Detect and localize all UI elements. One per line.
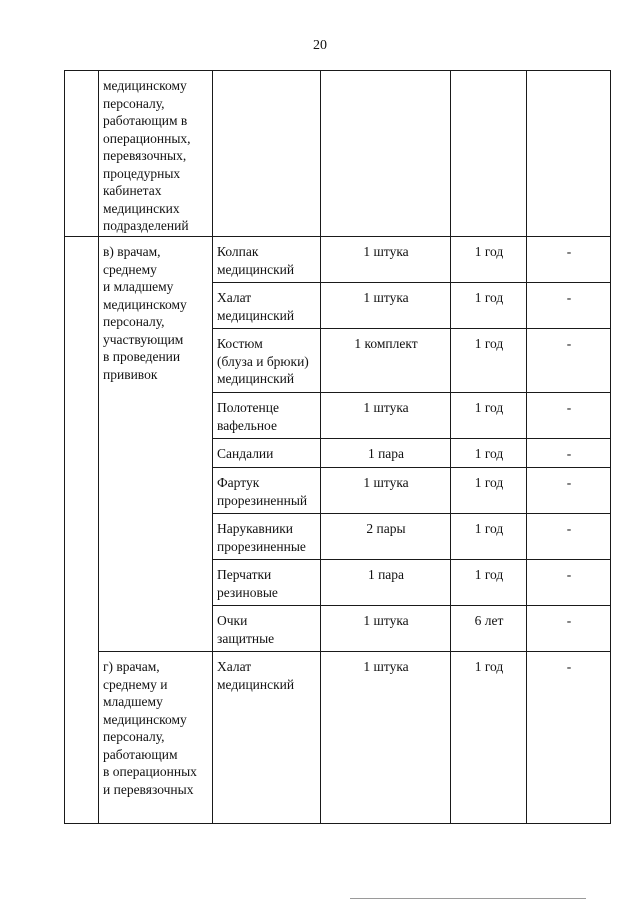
item-term: 1 год	[474, 336, 504, 351]
item-name: Полотенце вафельное	[217, 400, 279, 433]
note-cell	[527, 606, 611, 652]
item-name-cell	[213, 283, 321, 329]
table-row	[65, 652, 611, 824]
note-cell	[527, 393, 611, 439]
item-name-cell	[213, 329, 321, 393]
item-quantity: 1 пара	[367, 446, 405, 461]
table-row	[65, 237, 611, 283]
item-name: Костюм (блуза и брюки) медицинский	[217, 336, 309, 386]
note-cell	[527, 439, 611, 468]
term-cell	[451, 514, 527, 560]
quantity-cell	[321, 71, 451, 237]
note-cell	[527, 237, 611, 283]
item-note: -	[566, 400, 572, 415]
category-text: в) врачам, среднему и младшему медицинскому персоналу, участвующим в проведении прививок	[103, 244, 187, 382]
quantity-cell	[321, 283, 451, 329]
table-row	[65, 71, 611, 237]
item-term: 1 год	[474, 400, 504, 415]
item-term: 6 лет	[474, 613, 504, 628]
note-cell	[527, 560, 611, 606]
item-note: -	[566, 475, 572, 490]
item-name: Перчатки резиновые	[217, 567, 278, 600]
item-term: 1 год	[474, 567, 504, 582]
item-term: 1 год	[474, 446, 504, 461]
note-cell	[527, 652, 611, 824]
item-quantity: 1 комплект	[354, 336, 418, 351]
item-name: Халат медицинский	[217, 659, 295, 692]
item-note: -	[566, 567, 572, 582]
item-name-cell	[213, 237, 321, 283]
term-cell	[451, 329, 527, 393]
item-term: 1 год	[474, 290, 504, 305]
quantity-cell	[321, 393, 451, 439]
term-cell	[451, 606, 527, 652]
note-cell	[527, 71, 611, 237]
item-quantity: 1 штука	[363, 290, 409, 305]
term-cell	[451, 439, 527, 468]
item-name-cell	[213, 652, 321, 824]
category-cell	[99, 652, 213, 824]
term-cell	[451, 283, 527, 329]
note-cell	[527, 514, 611, 560]
item-note: -	[566, 521, 572, 536]
category-text: медицинскому персоналу, работающим в операционных, перевязочных, процедурных кабинетах медицинских подразделений	[103, 78, 191, 233]
term-cell	[451, 652, 527, 824]
item-quantity: 1 штука	[363, 244, 409, 259]
number-cell	[65, 71, 99, 237]
category-cell	[99, 237, 213, 652]
item-name-cell	[213, 71, 321, 237]
item-name: Очки защитные	[217, 613, 275, 646]
note-cell	[527, 283, 611, 329]
quantity-cell	[321, 329, 451, 393]
item-term: 1 год	[474, 475, 504, 490]
number-cell	[65, 237, 99, 824]
quantity-cell	[321, 439, 451, 468]
item-name: Сандалии	[217, 446, 274, 461]
term-cell	[451, 393, 527, 439]
page-number: 20	[313, 38, 327, 53]
quantity-cell	[321, 652, 451, 824]
term-cell	[451, 468, 527, 514]
quantity-cell	[321, 514, 451, 560]
item-quantity: 1 штука	[363, 613, 409, 628]
category-text: г) врачам, среднему и младшему медицинскому персоналу, работающим в операционных и перевязочных	[103, 659, 197, 797]
quantity-cell	[321, 560, 451, 606]
item-note: -	[566, 290, 572, 305]
item-term: 1 год	[474, 521, 504, 536]
item-name-cell	[213, 393, 321, 439]
quantity-cell	[321, 237, 451, 283]
item-name: Фартук прорезиненный	[217, 475, 308, 508]
category-cell	[99, 71, 213, 237]
item-note: -	[566, 244, 572, 259]
item-name: Колпак медицинский	[217, 244, 295, 277]
scan-edge-line	[350, 898, 586, 899]
item-term: 1 год	[474, 244, 504, 259]
item-term: 1 год	[474, 659, 504, 674]
item-name-cell	[213, 514, 321, 560]
note-cell	[527, 329, 611, 393]
item-quantity: 1 штука	[363, 400, 409, 415]
item-quantity: 1 пара	[367, 567, 405, 582]
item-note: -	[566, 446, 572, 461]
item-name-cell	[213, 606, 321, 652]
item-note: -	[566, 336, 572, 351]
item-name-cell	[213, 468, 321, 514]
item-name-cell	[213, 439, 321, 468]
quantity-cell	[321, 468, 451, 514]
quantity-cell	[321, 606, 451, 652]
term-cell	[451, 71, 527, 237]
item-quantity: 1 штука	[363, 475, 409, 490]
item-name: Нарукавники прорезиненные	[217, 521, 306, 554]
term-cell	[451, 237, 527, 283]
note-cell	[527, 468, 611, 514]
item-quantity: 1 штука	[363, 659, 409, 674]
item-note: -	[566, 613, 572, 628]
item-note: -	[566, 659, 572, 674]
equipment-table	[64, 70, 611, 824]
term-cell	[451, 560, 527, 606]
item-quantity: 2 пары	[366, 521, 406, 536]
item-name-cell	[213, 560, 321, 606]
item-name: Халат медицинский	[217, 290, 295, 323]
